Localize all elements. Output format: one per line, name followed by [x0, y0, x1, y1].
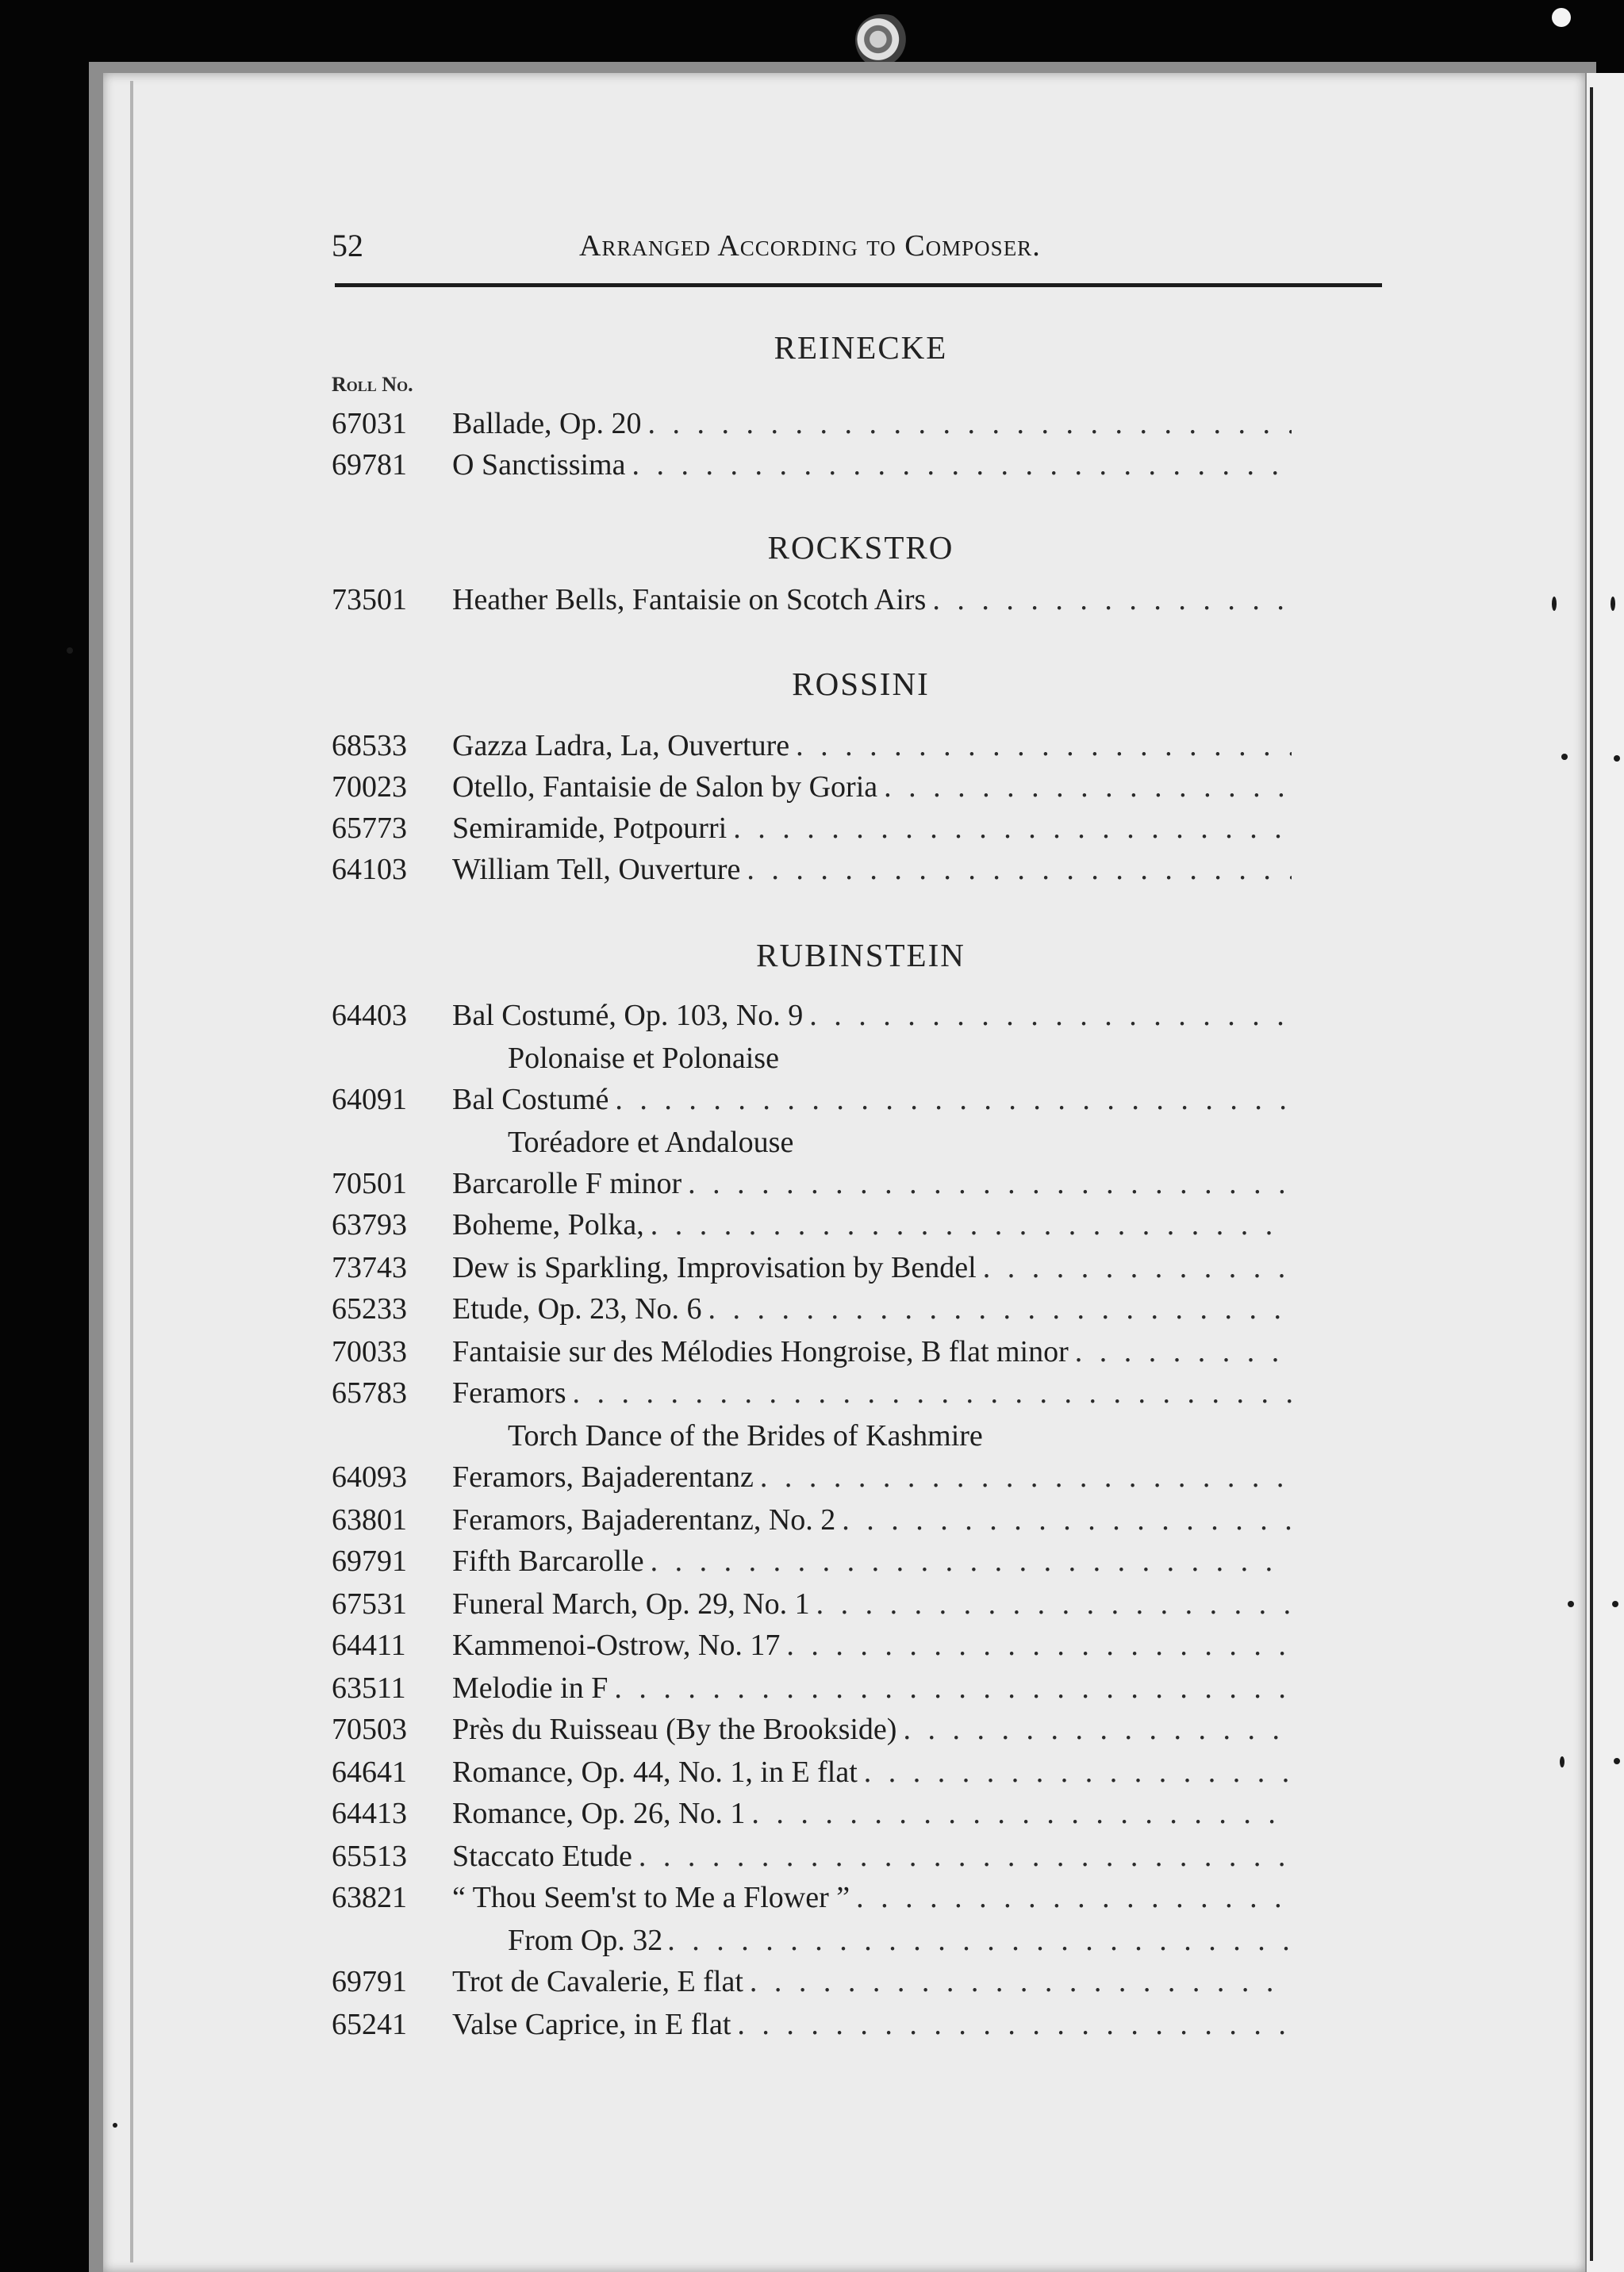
dot-leader — [1069, 1334, 1292, 1369]
roll-number: 69791 — [332, 1545, 407, 1578]
scan-speck — [67, 647, 73, 654]
catalog-entry — [332, 998, 1292, 1041]
scan-speck — [113, 2123, 117, 2128]
piece-title: Romance, Op. 26, No. 1 — [452, 1797, 746, 1830]
roll-number: 63821 — [332, 1881, 407, 1914]
roll-number: 70023 — [332, 770, 407, 804]
roll-number: 64403 — [332, 999, 407, 1032]
catalog-entry — [332, 1712, 1292, 1755]
dot-leader — [780, 1628, 1292, 1663]
dot-leader — [803, 998, 1292, 1033]
dot-leader — [896, 1712, 1292, 1747]
scan-blemish — [1552, 8, 1571, 27]
composer-heading: ROSSINI — [792, 666, 930, 702]
roll-number: 70033 — [332, 1335, 407, 1368]
page-number: 52 — [332, 228, 363, 263]
roll-number: 67531 — [332, 1587, 407, 1621]
catalog-entry — [332, 852, 1292, 895]
catalog-entry — [332, 1628, 1292, 1671]
catalog-entry — [332, 1460, 1292, 1503]
catalog-entry — [332, 769, 1292, 812]
dot-leader — [702, 1291, 1292, 1326]
dot-leader — [877, 769, 1292, 804]
page-header — [332, 227, 1380, 274]
dot-leader — [740, 852, 1292, 887]
piece-title: Feramors, Bajaderentanz — [452, 1460, 754, 1494]
roll-number: 69791 — [332, 1965, 407, 1998]
dot-leader — [977, 1250, 1292, 1285]
catalog-entry — [332, 1671, 1292, 1714]
catalog-entry — [332, 1334, 1292, 1377]
roll-number: 65773 — [332, 812, 407, 845]
piece-title: Romance, Op. 44, No. 1, in E flat — [452, 1756, 858, 1789]
roll-number: 64091 — [332, 1083, 407, 1116]
scan-speck — [1612, 1601, 1618, 1607]
dot-leader — [608, 1671, 1292, 1706]
catalog-entry — [332, 406, 1292, 449]
roll-number: 69781 — [332, 448, 407, 482]
roll-number: 68533 — [332, 729, 407, 762]
dot-leader — [789, 728, 1292, 763]
catalog-entry — [332, 1166, 1292, 1209]
piece-title: Bal Costumé, Op. 103, No. 9 — [452, 999, 804, 1032]
piece-title: “ Thou Seem'st to Me a Flower ” — [452, 1881, 850, 1914]
catalog-entry — [332, 1376, 1292, 1418]
piece-subtitle: Polonaise et Polonaise — [508, 1042, 779, 1075]
dot-leader — [681, 1166, 1292, 1201]
catalog-entry — [332, 1796, 1292, 1839]
dot-leader — [625, 447, 1292, 482]
roll-number: 63793 — [332, 1208, 407, 1242]
catalog-entry — [332, 447, 1292, 490]
piece-subtitle-row — [508, 1923, 1292, 1966]
roll-number: 65233 — [332, 1292, 407, 1326]
facing-page-rule — [1590, 87, 1593, 2261]
catalog-entry — [332, 811, 1292, 854]
piece-title: Melodie in F — [452, 1671, 609, 1705]
dot-leader — [754, 1460, 1292, 1495]
roll-number: 70501 — [332, 1167, 407, 1200]
catalog-entry — [332, 1544, 1292, 1587]
piece-title: Staccato Etude — [452, 1840, 632, 1873]
dot-leader — [642, 406, 1292, 441]
piece-title: Otello, Fantaisie de Salon by Goria — [452, 770, 878, 804]
catalog-entry — [332, 1839, 1292, 1882]
piece-title: Fifth Barcarolle — [452, 1545, 644, 1578]
scan-speck — [1614, 755, 1620, 762]
page-edge — [130, 81, 133, 2262]
roll-number: 67031 — [332, 407, 407, 440]
piece-title: Semiramide, Potpourri — [452, 812, 728, 845]
dot-leader — [727, 811, 1292, 846]
dot-leader — [858, 1755, 1292, 1790]
roll-number-column-label: Roll No. — [332, 373, 413, 396]
composer-heading: REINECKE — [774, 329, 948, 366]
piece-title: Trot de Cavalerie, E flat — [452, 1965, 743, 1998]
piece-subtitle: Torch Dance of the Brides of Kashmire — [508, 1419, 983, 1453]
piece-title: Heather Bells, Fantaisie on Scotch Airs — [452, 583, 927, 616]
roll-number: 65241 — [332, 2008, 407, 2041]
catalog-entry — [332, 1503, 1292, 1545]
dot-leader — [835, 1503, 1292, 1537]
roll-number: 64103 — [332, 853, 407, 886]
piece-title: Ballade, Op. 20 — [452, 407, 642, 440]
header-rule — [335, 283, 1382, 287]
piece-title: Près du Ruisseau (By the Brookside) — [452, 1713, 897, 1746]
scan-speck — [1611, 597, 1615, 611]
dot-leader — [609, 1082, 1292, 1117]
catalog-entry — [332, 1964, 1292, 2007]
piece-title: Dew is Sparkling, Improvisation by Bendel — [452, 1251, 977, 1284]
piece-title: Boheme, Polka, — [452, 1208, 644, 1242]
catalog-entry — [332, 1250, 1292, 1293]
roll-number: 64413 — [332, 1797, 407, 1830]
dot-leader — [662, 1923, 1292, 1958]
catalog-entry — [332, 1291, 1292, 1334]
piece-title: Kammenoi-Ostrow, No. 17 — [452, 1629, 781, 1662]
scan-speck — [1568, 1601, 1574, 1607]
piece-title: Barcarolle F minor — [452, 1167, 682, 1200]
running-head: Arranged According to Composer. — [579, 229, 1041, 263]
composer-heading: RUBINSTEIN — [756, 937, 966, 973]
roll-number: 70503 — [332, 1713, 407, 1746]
dot-leader — [644, 1544, 1292, 1579]
dot-leader — [850, 1880, 1292, 1915]
piece-subtitle: From Op. 32 — [508, 1924, 663, 1957]
roll-number: 63511 — [332, 1671, 406, 1705]
roll-number: 73743 — [332, 1251, 407, 1284]
roll-number: 73501 — [332, 583, 407, 616]
piece-title: Funeral March, Op. 29, No. 1 — [452, 1587, 810, 1621]
piece-title: Feramors, Bajaderentanz, No. 2 — [452, 1503, 836, 1537]
catalog-entry — [332, 728, 1292, 771]
dot-leader — [810, 1587, 1292, 1621]
catalog-entry — [332, 2007, 1292, 2050]
piece-title: Bal Costumé — [452, 1083, 609, 1116]
catalog-entry — [332, 1880, 1292, 1923]
scan-speck — [1561, 754, 1568, 760]
piece-title: Gazza Ladra, La, Ouverture — [452, 729, 790, 762]
dot-leader — [632, 1839, 1292, 1874]
piece-title: Feramors — [452, 1376, 566, 1410]
composer-heading: ROCKSTRO — [767, 529, 954, 566]
piece-title: Valse Caprice, in E flat — [452, 2008, 731, 2041]
piece-title: Fantaisie sur des Mélodies Hongroise, B flat minor — [452, 1335, 1069, 1368]
scan-speck — [1614, 1758, 1620, 1764]
roll-number: 65513 — [332, 1840, 407, 1873]
dot-leader — [566, 1376, 1292, 1410]
dot-leader — [743, 1964, 1292, 1999]
dot-leader — [745, 1796, 1292, 1831]
roll-number: 64411 — [332, 1629, 406, 1662]
roll-number: 64093 — [332, 1460, 407, 1494]
dot-leader — [731, 2007, 1292, 2042]
dot-leader — [644, 1207, 1292, 1242]
roll-number: 63801 — [332, 1503, 407, 1537]
roll-number: 64641 — [332, 1756, 407, 1789]
catalog-entry — [332, 1755, 1292, 1798]
catalog-entry — [332, 1587, 1292, 1629]
dot-leader — [926, 582, 1292, 617]
scan-speck — [1560, 1756, 1564, 1767]
piece-title: O Sanctissima — [452, 448, 626, 482]
piece-subtitle: Toréadore et Andalouse — [508, 1126, 794, 1159]
piece-title: William Tell, Ouverture — [452, 853, 741, 886]
catalog-entry — [332, 1207, 1292, 1250]
catalog-entry — [332, 582, 1292, 625]
catalog-entry — [332, 1082, 1292, 1125]
scan-speck — [1552, 597, 1557, 611]
roll-number: 65783 — [332, 1376, 407, 1410]
piece-title: Etude, Op. 23, No. 6 — [452, 1292, 702, 1326]
